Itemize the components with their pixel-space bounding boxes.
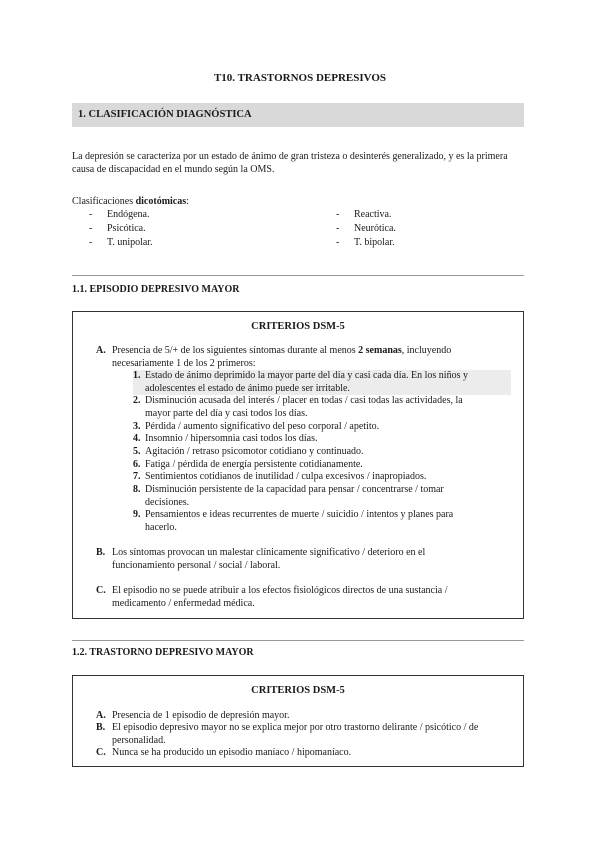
symptom-line-1: Pensamientos e ideas recurrentes de muerte / suicidio / intentos y planes para xyxy=(145,509,454,521)
symptom-line-1: Disminución acusada del interés / placer en todas / casi todas las actividades, la xyxy=(145,395,463,407)
list-item-text: Endógena. xyxy=(107,209,150,220)
symptom-item xyxy=(133,509,511,534)
symptom-text xyxy=(145,471,511,484)
dichotomous-label xyxy=(72,196,189,209)
criterion-c-line-1: El episodio no se puede atribuir a los efectos fisiológicos directos de una sustancia / xyxy=(112,585,448,596)
list-item-text: Neurótica. xyxy=(354,223,396,234)
symptom-text xyxy=(145,459,511,472)
symptom-item xyxy=(133,421,511,434)
symptom-number: 7. xyxy=(133,471,141,483)
subsection-heading: 1.1. EPISODIO DEPRESIVO MAYOR xyxy=(72,284,240,295)
symptom-line-1: Disminución persistente de la capacidad para pensar / concentrarse / tomar xyxy=(145,484,444,496)
symptom-text xyxy=(145,421,511,434)
symptom-line-1: Fatiga / pérdida de energía persistente cotidianamente. xyxy=(145,458,363,470)
criterion-b-line-2: personalidad. xyxy=(112,734,166,746)
criterion-letter: B. xyxy=(96,547,106,558)
symptom-line-1: Insomnio / hipersomnia casi todos los días. xyxy=(145,433,318,445)
criterion-b-line-1: El episodio depresivo mayor no se explica mejor por otro trastorno delirante / psicótico / de xyxy=(112,722,479,733)
list-item xyxy=(336,209,396,223)
dash: - xyxy=(89,223,93,234)
criteria-box-title: CRITERIOS DSM-5 xyxy=(251,321,345,332)
intro-paragraph: La depresión se caracteriza por un estado de ánimo de gran tristeza o desinterés generalizado, y es la primera causa de discapacidad en el mundo según la OMS. xyxy=(72,151,508,175)
dash: - xyxy=(336,237,340,248)
criterion-letter: C. xyxy=(96,747,106,758)
criteria-box-title: CRITERIOS DSM-5 xyxy=(251,685,345,696)
section-heading-bar xyxy=(72,103,524,127)
list-item xyxy=(336,223,396,237)
symptom-item xyxy=(133,370,511,395)
dichotomous-prefix: Clasificaciones xyxy=(72,196,136,207)
classification-right-column xyxy=(336,209,396,251)
list-item xyxy=(89,237,153,251)
symptom-number: 8. xyxy=(133,484,141,496)
criterion-b-line-2: funcionamiento personal / social / laboral. xyxy=(112,559,281,571)
symptom-text xyxy=(145,509,511,534)
dash: - xyxy=(89,209,93,220)
list-item xyxy=(336,237,396,251)
symptom-item xyxy=(133,433,511,446)
criterion-letter: B. xyxy=(96,722,106,733)
symptom-line-1: Pérdida / aumento significativo del peso corporal / apetito. xyxy=(145,420,380,432)
list-item xyxy=(89,209,153,223)
symptom-item xyxy=(133,484,511,509)
symptom-number: 4. xyxy=(133,433,141,445)
criterion-text xyxy=(112,722,516,747)
section-heading: 1. CLASIFICACIÓN DIAGNÓSTICA xyxy=(78,109,252,120)
symptom-line-2: hacerlo. xyxy=(145,521,177,533)
criterion-a-bold: 2 semanas xyxy=(358,345,402,356)
symptom-item xyxy=(133,471,511,484)
symptom-text xyxy=(145,395,511,420)
criterion-text: Nunca se ha producido un episodio maníaco / hipomaníaco. xyxy=(112,747,352,758)
list-item-text: T. unipolar. xyxy=(107,237,153,248)
criterion-b-line-1: Los síntomas provocan un malestar clínicamente significativo / deterioro en el xyxy=(112,547,426,558)
criterion-text xyxy=(112,345,516,370)
symptom-number: 5. xyxy=(133,446,141,457)
symptom-text xyxy=(145,446,511,459)
criterion-text xyxy=(112,585,516,610)
dichotomous-suffix: : xyxy=(186,196,189,207)
criterion-text xyxy=(112,547,516,572)
symptom-item xyxy=(133,446,511,459)
criterion-a-text-2: , incluyendo xyxy=(401,345,452,356)
dichotomous-bold: dicotómicas xyxy=(135,196,187,207)
symptom-item xyxy=(133,395,511,420)
symptom-line-2: adolescentes el estado de ánimo puede ser irritable. xyxy=(145,382,350,394)
symptom-number: 9. xyxy=(133,509,141,521)
dash: - xyxy=(89,237,93,248)
dash: - xyxy=(336,209,340,220)
symptom-number: 1. xyxy=(133,370,141,381)
classification-left-column xyxy=(89,209,153,251)
symptom-text xyxy=(145,484,511,509)
document-title: T10. TRASTORNOS DEPRESIVOS xyxy=(213,72,387,84)
symptom-number: 6. xyxy=(133,458,141,470)
list-item xyxy=(89,223,153,237)
dash: - xyxy=(336,223,340,234)
symptom-number: 2. xyxy=(133,395,141,407)
symptom-text xyxy=(145,370,511,395)
symptom-item xyxy=(133,459,511,472)
list-item-text: Reactiva. xyxy=(354,209,392,220)
criterion-c-line-2: medicamento / enfermedad médica. xyxy=(112,597,255,609)
list-item-text: Psicótica. xyxy=(107,223,146,234)
symptom-line-1: Agitación / retraso psicomotor cotidiano y continuado. xyxy=(145,446,364,457)
criterion-a-text-1: Presencia de 5/+ de los siguientes síntomas durante al menos xyxy=(112,345,359,356)
symptom-number: 3. xyxy=(133,420,141,432)
symptom-text xyxy=(145,433,511,446)
symptom-line-2: decisiones. xyxy=(145,496,190,508)
criterion-letter: C. xyxy=(96,585,106,596)
criterion-letter: A. xyxy=(96,710,106,721)
criteria-box-disorder xyxy=(72,675,524,767)
criteria-box-episode xyxy=(72,311,524,619)
criterion-text: Presencia de 1 episodio de depresión mayor. xyxy=(112,710,290,721)
symptom-line-1: Sentimientos cotidianos de inutilidad / culpa excesivos / inapropiados. xyxy=(145,471,427,483)
criterion-letter: A. xyxy=(96,345,106,356)
list-item-text: T. bipolar. xyxy=(354,237,395,248)
divider xyxy=(72,275,524,276)
criterion-a-text-3: necesariamente 1 de los 2 primeros: xyxy=(112,357,256,369)
divider xyxy=(72,640,524,641)
symptom-line-1: Estado de ánimo deprimido la mayor parte del día y casi cada día. En los niños y xyxy=(145,370,468,381)
subsection-heading: 1.2. TRASTORNO DEPRESIVO MAYOR xyxy=(72,647,254,658)
symptom-line-2: mayor parte del día y casi todos los días. xyxy=(145,407,308,419)
